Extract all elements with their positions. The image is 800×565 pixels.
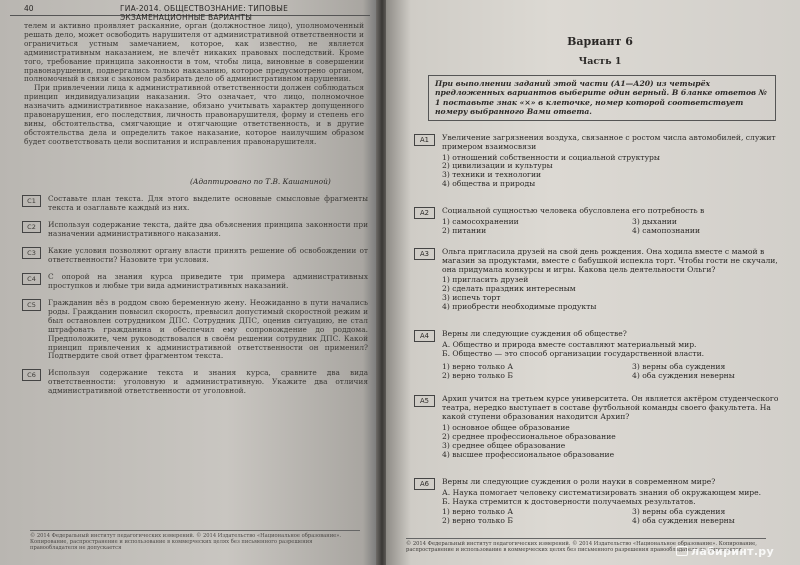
task-text: Гражданин вёз в роддом свою беременную жену. Неожиданно в пути начались роды. Гражданин повысил скорость, превысил допустимый скоростной режим и был остановлен сотрудником ДПС. Сотрудник ДПС, оценив ситуацию, не стал штрафовать гражданина и обеспечил ему сопровождение до роддома. Предположите, чем руководствовался в своём решении сотрудник ДПС. Какой принцип привлечения к административной ответственности он применил? Подтвердите свой ответ фрагментом текста. [48, 298, 368, 361]
answer-option: 1) самосохранении [442, 216, 519, 226]
watermark-text: лабиринт.ру [691, 545, 774, 558]
answer-option: 3) среднее общее образование [442, 440, 566, 450]
question-text: Верны ли следующие суждения об обществе? [442, 329, 627, 338]
question-code: A1 [414, 134, 435, 146]
left-page [0, 0, 378, 565]
right-page [386, 0, 800, 565]
answer-option: 1) верно только А [442, 507, 514, 517]
answer-options [442, 424, 786, 459]
answer-option: 3) верны оба суждения [632, 507, 726, 517]
passage-paragraph: телем и активно проявляет раскаяние, орган (должностное лицо), уполномоченный решать дело, может освободить нарушителя от административной ответственности и ограничиться устным замечанием, которое, как известно, не является административным наказанием, не влечёт никаких правовых последствий. Кроме того, требование принципа законности в том, чтобы лица, виновные в совершении правонарушения, подвергались только наказанию, которое предусмотрено органом, полномочный в связи с законом разбирать дело об административном нарушении. [24, 21, 364, 84]
claims [442, 341, 786, 359]
question-code: A3 [414, 248, 435, 260]
task-item [8, 247, 368, 265]
answer-option: 4) оба суждения неверны [632, 516, 735, 526]
question-a6 [414, 478, 786, 526]
answer-options [442, 154, 786, 189]
answer-option: 2) верно только Б [442, 371, 513, 381]
task-text: Используя содержание текста, дайте два объяснения принципа законности при назначении административного наказания. [48, 220, 368, 238]
part-title: Часть 1 [578, 56, 622, 67]
task-code: C6 [22, 369, 41, 381]
task-text: Составьте план текста. Для этого выделите основные смысловые фрагменты текста и озаглавьте каждый из них. [48, 194, 368, 212]
answer-options [442, 508, 786, 526]
question-a1 [414, 134, 786, 189]
claim: А. Наука помогает человеку систематизировать знания об окружающем мире. [442, 487, 762, 497]
claim: Б. Наука стремится к достоверности получаемых результатов. [442, 496, 696, 506]
page-footer: © 2014 Федеральный институт педагогических измерений. © 2014 Издательство «Национальное образование». Копирование, распространение и использование в коммерческих целях без письменного разрешения правообладателя не допускается [30, 530, 360, 551]
claim: А. Общество и природа вместе составляют материальный мир. [442, 339, 697, 349]
passage-source: (Адаптировано по Т.В. Кашаниной) [190, 177, 331, 186]
question-text: Ольга пригласила друзей на свой день рождения. Она ходила вместе с мамой в магазин за продуктами, вместе с бабушкой испекла торт. Чтобы гости не скучали, она придумала конкурсы и игры. Какова цель деятельности Ольги? [442, 247, 778, 274]
answer-option: 2) питании [442, 225, 487, 235]
task-item [8, 369, 368, 396]
page-footer: © 2014 Федеральный институт педагогических измерений. © 2014 Издательство «Национальное образование». Копирование, распространение и использование в коммерческих целях без письменного разрешения правообладателя не допускается [406, 538, 766, 553]
question-text: Архип учится на третьем курсе университета. Он является актёром студенческого театра, нередко выступает в составе футбольной команды своего факультета. На какой ступени образования находится Архип? [442, 394, 779, 421]
question-a2 [414, 207, 786, 235]
task-list [8, 195, 368, 404]
answer-options [442, 363, 786, 381]
question-code: A4 [414, 330, 435, 342]
answer-option: 4) высшее профессиональное образование [442, 449, 615, 459]
task-text: Какие условия позволяют органу власти принять решение об освобождении от ответственности? Назовите три условия. [48, 246, 368, 264]
task-code: C5 [22, 299, 41, 311]
answer-option: 3) техники и технологии [442, 170, 542, 180]
question-a4 [414, 330, 786, 381]
watermark [676, 545, 774, 558]
answer-option: 1) основное общее образование [442, 423, 570, 433]
answer-option: 3) испечь торт [442, 292, 501, 302]
task-text: С опорой на знания курса приведите три примера административных проступков и любые три вида административных наказаний. [48, 272, 368, 290]
page-number: 40 [24, 4, 34, 13]
task-code: C4 [22, 273, 41, 285]
answer-option: 2) цивилизации и культуры [442, 161, 553, 171]
task-item [8, 273, 368, 291]
answer-options [442, 276, 786, 311]
passage-paragraph: При привлечении лица к административной ответственности должен соблюдаться принцип индивидуализации наказания. Это означает, что лицо, полномочное назначить административное наказание, обязано учитывать характер допущенного правонарушения, его последствия, личность правонарушителя, форму и степень его вины, обстоятельства, смягчающие и отягчающие ответственность, и в другие обстоятельства дела и определить такое наказание, которое наилучшим образом будет соответствовать цели воспитания и исправления правонарушителя. [24, 83, 364, 146]
claim: Б. Общество — это способ организации государственной власти. [442, 348, 705, 358]
header-title: ГИА-2014. ОБЩЕСТВОЗНАНИЕ: ТИПОВЫЕ ЭКЗАМЕНАЦИОННЫЕ ВАРИАНТЫ [120, 4, 289, 22]
question-a5 [414, 395, 786, 460]
answer-option: 2) среднее профессиональное образование [442, 432, 616, 442]
claims [442, 489, 786, 507]
passage-text [24, 22, 364, 147]
task-text: Используя содержание текста и знания курса, сравните два вида ответственности: уголовную и административную. Укажите два отличия административной ответственности от уголовной. [48, 368, 368, 396]
answer-option: 3) верны оба суждения [632, 362, 726, 372]
question-text: Увеличение загрязнения воздуха, связанное с ростом числа автомобилей, служит примером взаимосвязи [442, 133, 776, 151]
question-text: Верны ли следующие суждения о роли науки в современном мире? [442, 477, 716, 486]
answer-option: 4) самопознании [632, 225, 701, 235]
variant-title: Вариант 6 [567, 35, 633, 48]
question-a3 [414, 248, 786, 312]
answer-option: 2) сделать праздник интересным [442, 284, 576, 294]
task-code: C1 [22, 195, 41, 207]
question-code: A2 [414, 207, 435, 219]
task-code: C2 [22, 221, 41, 233]
answer-option: 4) оба суждения неверны [632, 371, 735, 381]
cart-icon [676, 546, 688, 556]
answer-option: 2) верно только Б [442, 516, 513, 526]
answer-option: 4) приобрести необходимые продукты [442, 301, 597, 311]
answer-options [442, 218, 786, 236]
question-code: A5 [414, 395, 435, 407]
answer-option: 1) отношений собственности и социальной структуры [442, 152, 660, 162]
question-text: Социальной сущностью человека обусловлена его потребность в [442, 206, 705, 215]
task-code: C3 [22, 247, 41, 259]
task-item [8, 195, 368, 213]
answer-option: 3) дыхании [632, 216, 677, 226]
answer-option: 1) пригласить друзей [442, 275, 529, 285]
question-code: A6 [414, 478, 435, 490]
answer-option: 1) верно только А [442, 362, 514, 372]
instruction-box: При выполнении заданий этой части (А1—А20) из четырёх предложенных вариантов выберите один верный. В бланке ответов № 1 поставьте знак «×» в клеточке, номер которой соответствует номеру выбранного Вами ответа. [428, 75, 776, 121]
answer-option: 4) общества и природы [442, 178, 536, 188]
task-item [8, 221, 368, 239]
task-item [8, 299, 368, 361]
running-header [10, 4, 370, 22]
